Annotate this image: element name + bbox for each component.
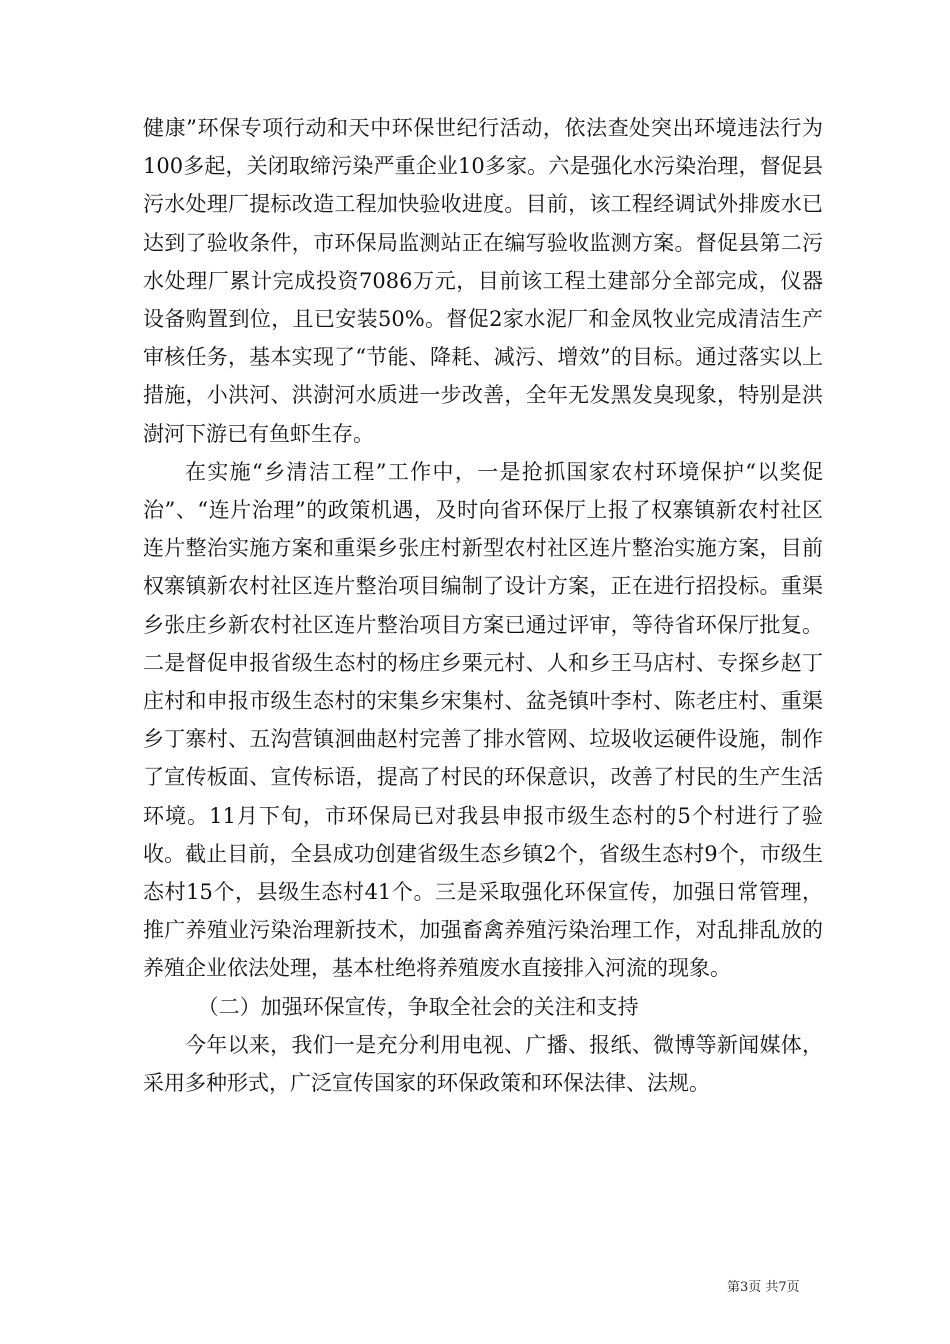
section-heading: （二）加强环保宣传，争取全社会的关注和支持 (197, 994, 639, 1019)
page-number-footer: 第3页 共7页 (727, 1280, 800, 1295)
paragraph-rural-cleaning: 在实施“乡清洁工程”工作中，一是抢抓国家农村环境保护“以奖促治”、“连片治理”的政策机遇，及时向省环保厅上报了权寨镇新农村社区连片整治实施方案和重渠乡张庄村新型农村社区连片整治实施方案，目前权寨镇新农村社区连片整治项目编制了设计方案，正在进行招投标。重渠乡张庄乡新农村社区连片整治项目方案已通过评审，等待省环保厅批复。二是督促申报省级生态村的杨庄乡栗元村、人和乡王马店村、专探乡赵丁庄村和申报市级生态村的宋集乡宋集村、盆尧镇叶李村、陈老庄村、重渠乡丁寨村、五沟营镇洄曲赵村完善了排水管网、垃圾收运硬件设施，制作了宣传板面、宣传标语，提高了村民的环保意识，改善了村民的生产生活环境。11月下旬，市环保局已对我县申报市级生态村的5个村进行了验收。截止目前，全县成功创建省级生态乡镇2个，省级生态村9个，市级生态村15个，县级生态村41个。三是采取强化环保宣传，加强日常管理，推广养殖业污染治理新技术，加强畜禽养殖污染治理工作，对乱排乱放的养殖企业依法处理，基本杜绝将养殖废水直接排入河流的现象。 (143, 459, 823, 981)
paragraph-publicity: 今年以来，我们一是充分利用电视、广播、报纸、微博等新闻媒体，采用多种形式，广泛宣传国家的环保政策和环保法律、法规。 (143, 1032, 823, 1096)
document-body (143, 109, 823, 1102)
paragraph-continuation: 健康”环保专项行动和天中环保世纪行活动，依法查处突出环境违法行为100多起，关闭取缔污染严重企业10多家。六是强化水污染治理，督促县污水处理厂提标改造工程加快验收进度。目前，该工程经调试外排废水已达到了验收条件，市环保局监测站正在编写验收监测方案。督促县第二污水处理厂累计完成投资7086万元，目前该工程土建部分全部完成，仪器设备购置到位，且已安装50%。督促2家水泥厂和金凤牧业完成清洁生产审核任务，基本实现了“节能、降耗、减污、增效”的目标。通过落实以上措施，小洪河、洪澍河水质进一步改善，全年无发黑发臭现象，特别是洪澍河下游已有鱼虾生存。 (143, 116, 823, 446)
